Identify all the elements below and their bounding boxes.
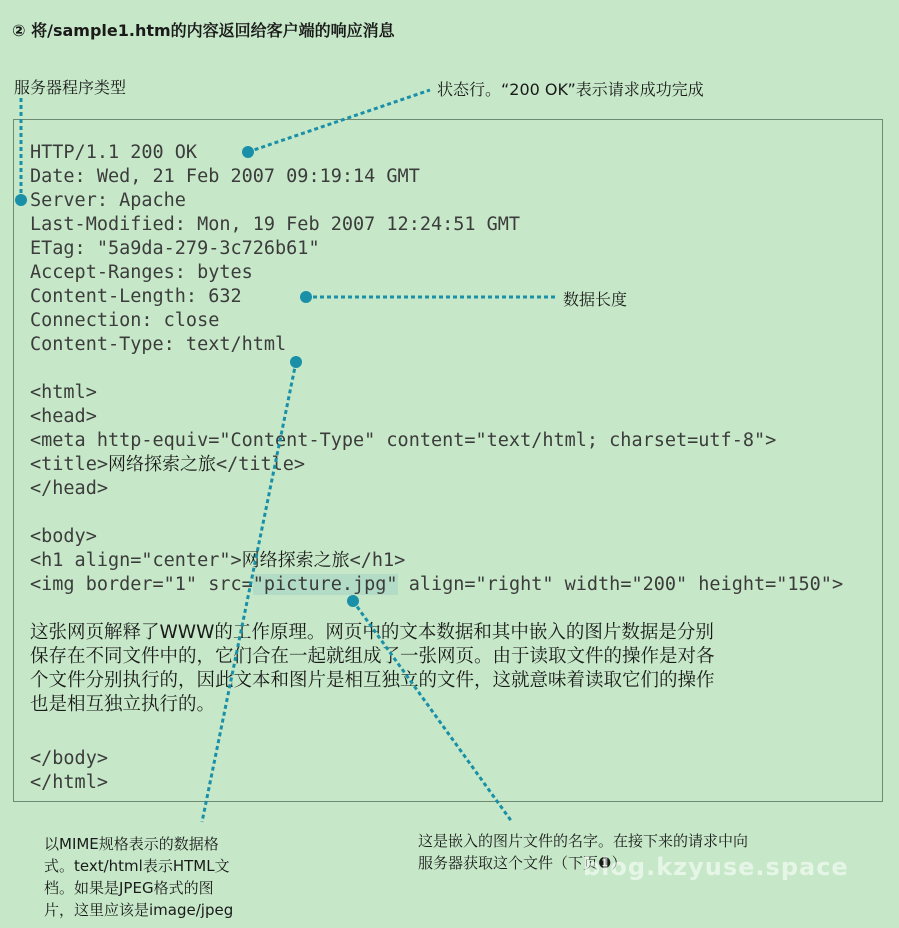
title-open-tag: <title> [30,454,108,475]
server-type-label: 服务器程序类型 [14,78,127,97]
body-close-tag: </body> [30,748,108,769]
body-open-tag: <body> [30,526,97,547]
server-type-dot [15,194,27,206]
html-open-tag: <html> [30,382,97,403]
h1-open-tag: <h1 align="center"> [30,550,242,571]
paragraph-line: 也是相互独立执行的。 [30,694,216,715]
header-server: Server: Apache [30,190,186,211]
header-content-length: Content-Length: 632 [30,286,242,307]
content-type-dot [290,356,302,368]
img-src-highlight: "picture.jpg" [252,574,398,595]
img-suffix: align="right" width="200" height="150"> [397,574,844,595]
header-last-modified: Last-Modified: Mon, 19 Feb 2007 12:24:51 GMT [30,214,521,235]
status-line-callout [248,90,430,152]
paragraph-line: 个文件分别执行的，因此文本和图片是相互独立的文件，这就意味着读取它们的操作 [30,670,715,691]
html-close-tag: </html> [30,772,108,793]
header-content-type: Content-Type: text/html [30,334,287,355]
img-prefix: <img border="1" src= [30,574,253,595]
h1-close-tag: </h1> [349,550,406,571]
head-close-tag: </head> [30,478,108,499]
meta-tag: <meta http-equiv="Content-Type" content="text/html; charset=utf-8"> [30,430,777,451]
paragraph-line: 保存在不同文件中的，它们合在一起就组成了一张网页。由于读取文件的操作是对各 [30,646,715,667]
mime-note: 以MIME规格表示的数据格 式。text/html表示HTML文 档。如果是JPEG格式的图 片，这里应该是image/jpeg [44,835,234,919]
paragraph-line: 这张网页解释了WWW的工作原理。网页中的文本数据和其中嵌入的图片数据是分别 [30,622,714,643]
figure-title: ② 将/sample1.htm的内容返回给客户端的响应消息 [12,21,395,40]
header-accept-ranges: Accept-Ranges: bytes [30,262,253,283]
header-date: Date: Wed, 21 Feb 2007 09:19:14 GMT [30,166,420,187]
header-connection: Connection: close [30,310,220,331]
image-name-callout [353,601,512,822]
content-type-callout [202,362,296,822]
image-name-dot [347,595,359,607]
status-line-dot [242,146,254,158]
content-length-dot [300,291,312,303]
header-etag: ETag: "5a9da-279-3c726b61" [30,238,320,259]
image-name-note: 这是嵌入的图片文件的名字。在接下来的请求中向 服务器获取这个文件（下页❶） [418,832,749,872]
content-length-label: 数据长度 [563,290,628,309]
status-line-label: 状态行。“200 OK”表示请求成功完成 [437,80,704,99]
watermark: blog.kzyuse.space [583,853,849,881]
h1-text: 网络探索之旅 [241,550,350,571]
header-status-line: HTTP/1.1 200 OK [30,142,198,163]
head-open-tag: <head> [30,406,97,427]
title-close-tag: </title> [215,454,306,475]
title-text: 网络探索之旅 [107,454,216,475]
